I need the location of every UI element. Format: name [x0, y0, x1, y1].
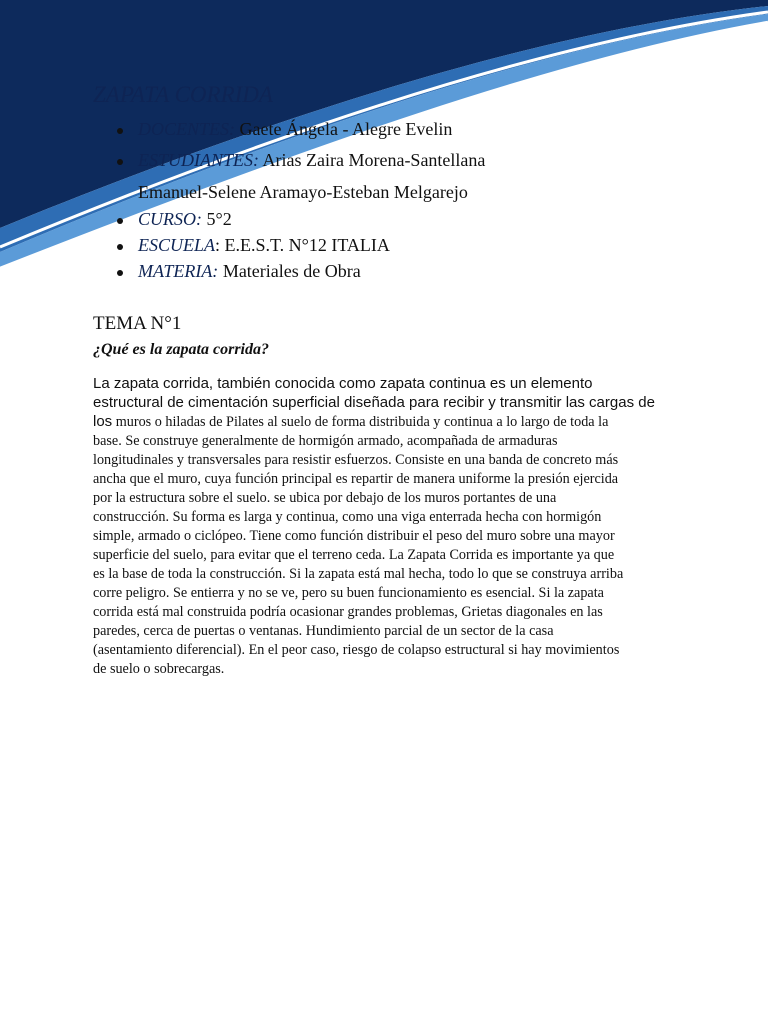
info-label: DOCENTES:	[138, 119, 236, 139]
info-item-curso	[138, 209, 232, 230]
info-item-estudiantes-continued	[138, 182, 468, 203]
bullet-icon	[117, 128, 123, 134]
bullet-icon	[117, 159, 123, 165]
info-item-materia	[138, 261, 361, 282]
info-value: Gaete Ángela - Alegre Evelin	[235, 119, 453, 139]
section-heading: TEMA N°1	[93, 313, 182, 334]
bullet-icon	[117, 244, 123, 250]
paragraph-line: (asentamiento diferencial). En el peor caso, riesgo de colapso estructural si hay movimientos	[93, 642, 620, 658]
paragraph-line: base. Se construye generalmente de hormigón armado, acompañada de armaduras	[93, 433, 558, 449]
paragraph-line: estructural de cimentación superficial diseñada para recibir y transmitir las cargas de	[93, 394, 655, 411]
info-label: CURSO:	[138, 209, 202, 229]
question-heading: ¿Qué es la zapata corrida?	[93, 341, 269, 358]
paragraph-line: longitudinales y transversales para resistir esfuerzos. Consiste en una banda de concreto más	[93, 452, 619, 468]
paragraph-line: los muros o hiladas de Pilates al suelo de forma distribuida y continua a lo largo de toda la	[93, 413, 609, 430]
info-label: MATERIA:	[138, 261, 219, 281]
info-label: ESCUELA	[138, 235, 216, 255]
info-value: Materiales de Obra	[218, 261, 361, 281]
info-value: : E.E.S.T. N°12 ITALIA	[215, 235, 390, 255]
info-value: 5°2	[202, 209, 232, 229]
document-title: ZAPATA CORRIDA	[93, 82, 273, 107]
paragraph-line: de suelo o sobrecargas.	[93, 661, 225, 677]
info-item-escuela	[138, 235, 390, 256]
paragraph-line: es la base de toda la construcción. Si la zapata está mal hecha, todo lo que se construya arriba	[93, 566, 624, 582]
paragraph-line: corre peligro. Se entierra y no se ve, pero su buen funcionamiento es esencial. Si la zapata	[93, 585, 604, 601]
paragraph-line: ancha que el muro, cuya función principal es repartir de manera uniforme la presión ejercida	[93, 471, 619, 487]
bullet-icon	[117, 270, 123, 276]
info-label: ESTUDIANTES:	[138, 150, 259, 170]
info-item-docentes	[138, 119, 452, 140]
paragraph-line: paredes, cerca de puertas o ventanas. Hundimiento parcial de un sector de la casa	[93, 623, 554, 639]
body-paragraph	[93, 374, 683, 678]
info-item-estudiantes	[138, 150, 485, 171]
bullet-icon	[117, 218, 123, 224]
info-value: Arias Zaira Morena-Santellana	[259, 150, 486, 170]
paragraph-line: corrida está mal construida podría ocasionar grandes problemas, Grietas diagonales en las	[93, 604, 603, 620]
paragraph-line: simple, armado o ciclópeo. Tiene como función distribuir el peso del muro sobre una mayor	[93, 528, 615, 544]
paragraph-line: construcción. Su forma es larga y continua, como una viga enterrada hecha con hormigón	[93, 509, 602, 525]
paragraph-line: La zapata corrida, también conocida como zapata continua es un elemento	[93, 375, 593, 392]
paragraph-line: superficie del suelo, para evitar que el terreno ceda. La Zapata Corrida es importante ya que	[93, 547, 615, 563]
info-value: Emanuel-Selene Aramayo-Esteban Melgarejo	[138, 182, 468, 202]
paragraph-line: por la estructura sobre el suelo. se ubica por debajo de los muros portantes de una	[93, 490, 557, 506]
